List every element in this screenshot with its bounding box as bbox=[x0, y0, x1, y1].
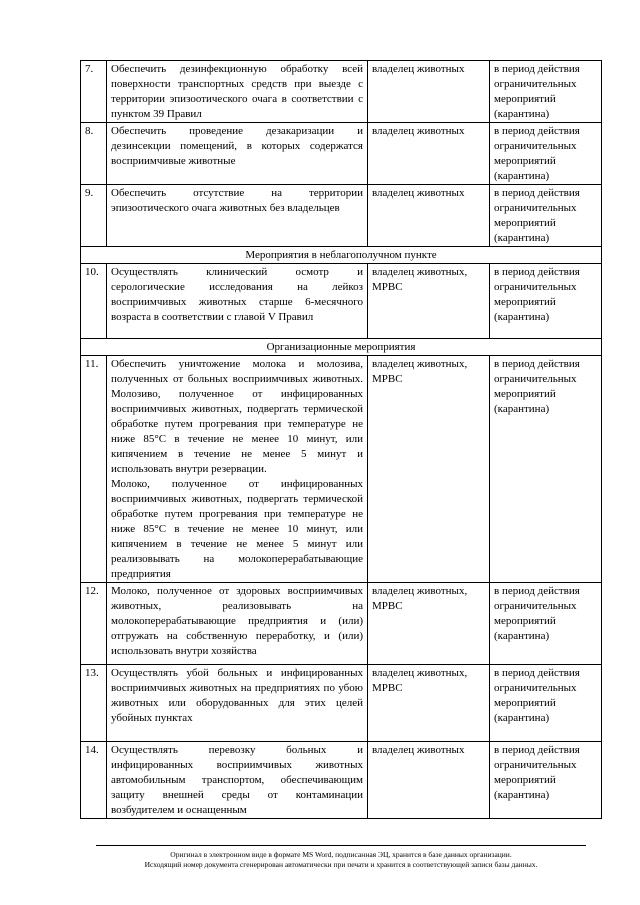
row-number: 14. bbox=[81, 742, 107, 819]
row-number: 8. bbox=[81, 123, 107, 185]
row-action-paragraph: Обеспечить уничтожение молока и молозива, полученных от больных восприимчивых животных. Молозиво, полученное от инфицированных восприимчивых животных, подвергать термической обработке путем прогревания при температуре не ниже 85°С в течение не менее 10 минут, или кипячением в течение не менее 5 минут и использовать внутри резервации. bbox=[111, 358, 363, 475]
table-row bbox=[81, 665, 602, 742]
row-responsible: владелец животных bbox=[368, 61, 490, 123]
row-responsible: владелец животных bbox=[368, 742, 490, 819]
table-row bbox=[81, 356, 602, 583]
row-action-paragraph: Молоко, полученное от инфицированных восприимчивых животных, подвергать термической обработке путем прогревания при температуре не ниже 85°С в течение не менее 10 минут, или кипячением в течение не менее 5 минут или реализовывать на молокоперерабатывающие предприятия bbox=[111, 478, 363, 580]
row-action: Осуществлять убой больных и инфицированных восприимчивых животных на предприятиях по убою животных или оборудованных для этих целей убойных пунктах bbox=[107, 665, 368, 742]
row-responsible: владелец животных, МРВС bbox=[368, 583, 490, 665]
row-number: 11. bbox=[81, 356, 107, 583]
row-action: Осуществлять перевозку больных и инфицированных восприимчивых животных автомобильным транспортом, обеспечивающим защиту внешней среды от контаминации возбудителем и оснащенным bbox=[107, 742, 368, 819]
section-row bbox=[81, 339, 602, 356]
row-period: в период действия ограничительных мероприятий (карантина) bbox=[490, 185, 602, 247]
row-responsible: владелец животных bbox=[368, 185, 490, 247]
table-row bbox=[81, 61, 602, 123]
section-heading: Организационные мероприятия bbox=[81, 339, 602, 356]
row-period: в период действия ограничительных мероприятий (карантина) bbox=[490, 356, 602, 583]
measures-table bbox=[80, 60, 602, 819]
row-responsible: владелец животных, МРВС bbox=[368, 356, 490, 583]
row-responsible: владелец животных, МРВС bbox=[368, 665, 490, 742]
footer-line: Оригинал в электронном виде в формате MS Word, подписанная ЭЦ, хранится в базе данных организации. bbox=[170, 850, 512, 859]
table-row bbox=[81, 185, 602, 247]
row-number: 9. bbox=[81, 185, 107, 247]
section-row bbox=[81, 247, 602, 264]
row-period: в период действия ограничительных мероприятий (карантина) bbox=[490, 583, 602, 665]
row-action: Молоко, полученное от здоровых восприимчивых животных, реализовывать на молокоперерабатывающие предприятия и (или) отгружать на собственную переработку, и (или) использовать внутри хозяйства bbox=[107, 583, 368, 665]
row-action: Обеспечить дезинфекционную обработку всей поверхности транспортных средств при выезде с территории эпизоотического очага в соответствии с пунктом 39 Правил bbox=[107, 61, 368, 123]
row-period: в период действия ограничительных мероприятий (карантина) bbox=[490, 61, 602, 123]
row-period: в период действия ограничительных мероприятий (карантина) bbox=[490, 264, 602, 339]
row-period: в период действия ограничительных мероприятий (карантина) bbox=[490, 742, 602, 819]
row-number: 13. bbox=[81, 665, 107, 742]
row-number: 7. bbox=[81, 61, 107, 123]
table-row bbox=[81, 583, 602, 665]
footer-line: Исходящий номер документа сгенерирован автоматически при печати и хранится в соответствующей записи базы данных. bbox=[144, 860, 538, 869]
row-period: в период действия ограничительных мероприятий (карантина) bbox=[490, 665, 602, 742]
row-action: Осуществлять клинический осмотр и серологические исследования на лейкоз восприимчивых животных старше 6-месячного возраста в соответствии с главой V Правил bbox=[107, 264, 368, 339]
row-action bbox=[107, 356, 368, 583]
row-responsible: владелец животных, МРВС bbox=[368, 264, 490, 339]
table-row bbox=[81, 742, 602, 819]
table-row bbox=[81, 123, 602, 185]
section-heading: Мероприятия в неблагополучном пункте bbox=[81, 247, 602, 264]
row-number: 12. bbox=[81, 583, 107, 665]
row-number: 10. bbox=[81, 264, 107, 339]
row-action: Обеспечить отсутствие на территории эпизоотического очага животных без владельцев bbox=[107, 185, 368, 247]
row-action: Обеспечить проведение дезакаризации и дезинсекции помещений, в которых содержатся восприимчивые животные bbox=[107, 123, 368, 185]
page-footer bbox=[96, 845, 586, 870]
row-responsible: владелец животных bbox=[368, 123, 490, 185]
row-period: в период действия ограничительных мероприятий (карантина) bbox=[490, 123, 602, 185]
table-row bbox=[81, 264, 602, 339]
